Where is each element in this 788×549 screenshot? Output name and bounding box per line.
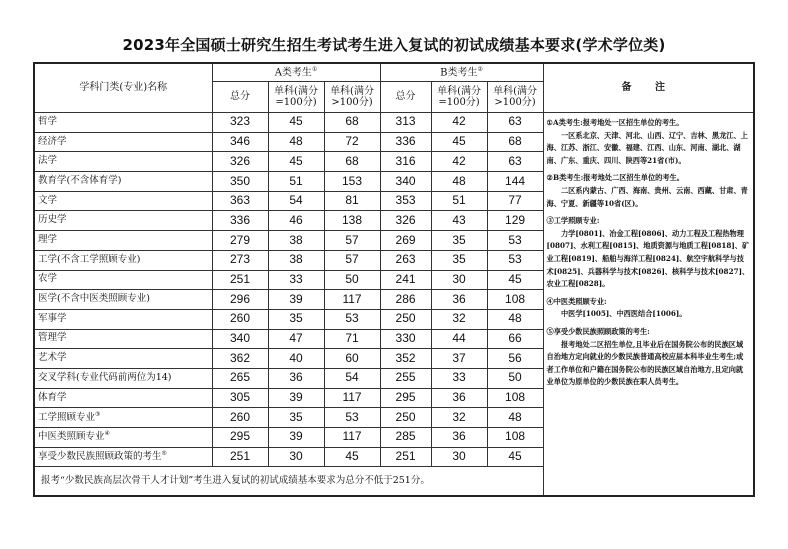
- note-body: 一区系北京、天津、河北、山西、辽宁、吉林、黑龙江、上海、江苏、浙江、安徽、福建、江西、山东、河南、湖北、湖南、广东、重庆、四川、陕西等21省(市)。: [546, 130, 748, 165]
- score-a-total: 251: [212, 447, 268, 467]
- subject-name-text: 医学(不含中医类照顾专业): [38, 293, 150, 305]
- score-a-s2: 50: [324, 270, 380, 290]
- header-group-b-mark: ②: [477, 65, 483, 73]
- score-b-s1: 45: [431, 132, 487, 152]
- score-a-s1: 30: [268, 447, 324, 467]
- score-a-total: 296: [212, 290, 268, 310]
- header-a-total: 总分: [212, 82, 268, 113]
- score-a-total: 260: [212, 408, 268, 428]
- header-a-single-gt100: [324, 82, 380, 113]
- score-b-s1: 48: [431, 172, 487, 192]
- score-a-s2: 72: [324, 132, 380, 152]
- header-a-single100-l2: =100分): [275, 97, 317, 108]
- score-b-s2: 63: [487, 113, 543, 133]
- score-a-total: 326: [212, 152, 268, 172]
- score-a-total: 340: [212, 329, 268, 349]
- score-b-s1: 35: [431, 231, 487, 251]
- header-a-gt100-l2: >100分): [331, 97, 373, 108]
- score-b-total: 313: [380, 113, 431, 133]
- subject-name: [34, 329, 212, 349]
- subject-name: [34, 388, 212, 408]
- note-body: 中医学[1005]、中西医结合[1006]。: [560, 309, 687, 319]
- score-a-s2: 71: [324, 329, 380, 349]
- score-b-s2: 53: [487, 231, 543, 251]
- header-remarks: 备 注: [543, 63, 754, 113]
- score-b-s1: 37: [431, 349, 487, 369]
- score-a-s1: 39: [268, 428, 324, 448]
- score-a-s2: 68: [324, 152, 380, 172]
- score-b-s2: 48: [487, 408, 543, 428]
- subject-name: [34, 408, 212, 428]
- score-a-s2: 68: [324, 113, 380, 133]
- subject-name: [34, 152, 212, 172]
- score-a-total: 273: [212, 250, 268, 270]
- score-b-s1: 32: [431, 408, 487, 428]
- score-b-s1: 44: [431, 329, 487, 349]
- subject-name-text: 历史学: [38, 214, 67, 226]
- header-group-b-label: B类考生: [440, 66, 478, 78]
- score-b-s2: 144: [487, 172, 543, 192]
- note-title: ④中医类照顾专业:: [546, 296, 607, 306]
- score-b-total: 326: [380, 211, 431, 231]
- header-b-gt100-l1: 单科(满分: [493, 85, 537, 97]
- score-a-total: 350: [212, 172, 268, 192]
- subject-name: [34, 172, 212, 192]
- score-b-s1: 36: [431, 388, 487, 408]
- score-a-total: 305: [212, 388, 268, 408]
- score-a-s2: 53: [324, 309, 380, 329]
- score-b-s1: 32: [431, 309, 487, 329]
- subject-note-mark: ⑤: [161, 449, 167, 457]
- score-b-total: 250: [380, 309, 431, 329]
- score-a-total: 346: [212, 132, 268, 152]
- subject-name-text: 军事学: [38, 312, 67, 324]
- remarks-notes: [543, 113, 754, 497]
- note-body: 报考地处二区招生单位,且毕业后在国务院公布的民族区域自治地方定向就业的少数民族普通高校应届本科毕业生考生;或者工作单位和户籍在国务院公布的民族区域自治地方,且定向就业单位为原单位的少数民族在职人员考生。: [546, 339, 744, 387]
- score-b-total: 285: [380, 428, 431, 448]
- score-a-s2: 117: [324, 428, 380, 448]
- score-a-s1: 38: [268, 231, 324, 251]
- score-a-total: 251: [212, 270, 268, 290]
- score-b-total: 330: [380, 329, 431, 349]
- score-b-s1: 36: [431, 290, 487, 310]
- score-b-s2: 108: [487, 428, 543, 448]
- note-body: 二区系内蒙古、广西、海南、贵州、云南、西藏、甘肃、青海、宁夏、新疆等10省(区)。: [546, 185, 748, 208]
- subject-note-mark: ④: [104, 430, 110, 438]
- score-b-s1: 42: [431, 113, 487, 133]
- score-b-total: 316: [380, 152, 431, 172]
- score-b-s1: 42: [431, 152, 487, 172]
- note-item: [547, 326, 751, 389]
- score-a-s1: 40: [268, 349, 324, 369]
- score-a-s1: 38: [268, 250, 324, 270]
- score-b-total: 255: [380, 368, 431, 388]
- subject-name-text: 教育学(不含体育学): [38, 174, 122, 186]
- subject-name: [34, 309, 212, 329]
- score-b-s2: 45: [487, 270, 543, 290]
- score-a-s2: 117: [324, 388, 380, 408]
- score-a-total: 336: [212, 211, 268, 231]
- score-b-total: 286: [380, 290, 431, 310]
- score-a-s1: 36: [268, 368, 324, 388]
- score-a-total: 362: [212, 349, 268, 369]
- score-b-total: 250: [380, 408, 431, 428]
- score-a-s1: 45: [268, 113, 324, 133]
- score-b-total: 269: [380, 231, 431, 251]
- score-a-total: 323: [212, 113, 268, 133]
- footer-note: 报考“少数民族高层次骨干人才计划”考生进入复试的初试成绩基本要求为总分不低于251分。: [34, 467, 543, 497]
- subject-name-text: 哲学: [38, 115, 58, 127]
- subject-name-text: 农学: [38, 273, 58, 285]
- score-a-s2: 138: [324, 211, 380, 231]
- subject-name: [34, 428, 212, 448]
- score-b-s2: 68: [487, 132, 543, 152]
- header-a-gt100-l1: 单科(满分: [330, 85, 374, 97]
- score-a-s2: 57: [324, 231, 380, 251]
- score-a-s1: 46: [268, 211, 324, 231]
- subject-name-text: 中医类照顾专业: [38, 431, 105, 443]
- score-b-s2: 45: [487, 447, 543, 467]
- score-b-s2: 108: [487, 290, 543, 310]
- subject-name-text: 文学: [38, 194, 58, 206]
- score-a-s1: 47: [268, 329, 324, 349]
- subject-name: [34, 270, 212, 290]
- note-title: ②B类考生:报考地处二区招生单位的考生。: [546, 173, 684, 183]
- subject-name-text: 交叉学科(专业代码前两位为14): [38, 371, 172, 383]
- score-b-total: 295: [380, 388, 431, 408]
- score-b-total: 251: [380, 447, 431, 467]
- score-a-s1: 33: [268, 270, 324, 290]
- header-b-gt100-l2: >100分): [494, 97, 536, 108]
- subject-note-mark: ③: [95, 410, 101, 418]
- score-b-s2: 63: [487, 152, 543, 172]
- header-subject: 学科门类(专业)名称: [34, 63, 212, 113]
- subject-name-text: 享受少数民族照顾政策的考生: [38, 451, 162, 463]
- note-body: 力学[0801]、冶金工程[0806]、动力工程及工程热物理[0807]、水利工程[0815]、地质资源与地质工程[0818]、矿业工程[0819]、船舶与海洋工程[0824]、航空宇航科学与技术[0825]、兵器科学与技术[0826]、核科学与技术[0827]、农业工程[0828]。: [546, 228, 750, 289]
- score-b-s2: 66: [487, 329, 543, 349]
- score-a-s2: 57: [324, 250, 380, 270]
- subject-name: [34, 191, 212, 211]
- score-b-s1: 30: [431, 270, 487, 290]
- score-a-s2: 153: [324, 172, 380, 192]
- score-a-total: 279: [212, 231, 268, 251]
- subject-name-text: 理学: [38, 234, 58, 245]
- subject-name: [34, 132, 212, 152]
- header-group-a: [212, 63, 380, 82]
- score-a-s1: 35: [268, 408, 324, 428]
- header-a-single100-l1: 单科(满分: [274, 85, 318, 97]
- score-a-s1: 48: [268, 132, 324, 152]
- score-b-total: 352: [380, 349, 431, 369]
- subject-name-text: 艺术学: [38, 352, 67, 364]
- score-a-total: 265: [212, 368, 268, 388]
- header-group-a-mark: ①: [311, 65, 318, 73]
- subject-name-text: 法学: [38, 155, 58, 167]
- subject-name-text: 工学(不含工学照顾专业): [38, 253, 141, 265]
- subject-name: [34, 250, 212, 270]
- score-a-s2: 45: [324, 447, 380, 467]
- header-row-group: [34, 63, 754, 82]
- score-b-s2: 48: [487, 309, 543, 329]
- subject-name: [34, 349, 212, 369]
- score-b-s1: 30: [431, 447, 487, 467]
- subject-name: [34, 113, 212, 133]
- score-b-total: 340: [380, 172, 431, 192]
- subject-name-text: 工学照顾专业: [38, 411, 96, 423]
- score-b-s2: 129: [487, 211, 543, 231]
- subject-name-text: 管理学: [38, 332, 67, 344]
- subject-name-text: 经济学: [38, 135, 67, 147]
- subject-name: [34, 211, 212, 231]
- score-a-s2: 81: [324, 191, 380, 211]
- score-a-s1: 51: [268, 172, 324, 192]
- header-b-single100-l2: =100分): [438, 97, 480, 108]
- page-title: 2023年全国硕士研究生招生考试考生进入复试的初试成绩基本要求(学术学位类): [122, 36, 666, 54]
- score-a-s2: 117: [324, 290, 380, 310]
- header-b-single100: [431, 82, 487, 113]
- score-b-s1: 35: [431, 250, 487, 270]
- header-b-single100-l1: 单科(满分: [437, 85, 481, 97]
- score-table: [33, 62, 755, 497]
- score-b-s2: 50: [487, 368, 543, 388]
- score-b-s2: 53: [487, 250, 543, 270]
- subject-name: [34, 231, 212, 251]
- header-group-a-label: A类考生: [274, 66, 312, 78]
- header-b-total: 总分: [380, 82, 431, 113]
- score-b-s1: 51: [431, 191, 487, 211]
- score-b-s2: 56: [487, 349, 543, 369]
- note-title: ⑤享受少数民族照顾政策的考生:: [546, 326, 650, 336]
- header-group-b: [380, 63, 543, 82]
- header-a-single100: [268, 82, 324, 113]
- subject-name: [34, 290, 212, 310]
- score-a-s1: 39: [268, 388, 324, 408]
- score-b-total: 336: [380, 132, 431, 152]
- score-b-total: 353: [380, 191, 431, 211]
- score-b-s2: 108: [487, 388, 543, 408]
- subject-name: [34, 368, 212, 388]
- score-b-s1: 36: [431, 428, 487, 448]
- score-a-s1: 45: [268, 152, 324, 172]
- score-b-total: 241: [380, 270, 431, 290]
- score-a-total: 363: [212, 191, 268, 211]
- note-title: ③工学照顾专业:: [546, 216, 600, 226]
- subject-name: [34, 447, 212, 467]
- score-b-s1: 33: [431, 368, 487, 388]
- score-a-s1: 54: [268, 191, 324, 211]
- score-b-total: 263: [380, 250, 431, 270]
- score-a-s2: 54: [324, 368, 380, 388]
- table-row: [34, 113, 754, 133]
- score-a-total: 295: [212, 428, 268, 448]
- note-title: ①A类考生:报考地处一区招生单位的考生。: [546, 118, 684, 127]
- score-a-s1: 35: [268, 309, 324, 329]
- score-b-s1: 43: [431, 211, 487, 231]
- header-b-single-gt100: [487, 82, 543, 113]
- score-a-s2: 53: [324, 408, 380, 428]
- score-a-s1: 39: [268, 290, 324, 310]
- subject-name-text: 体育学: [38, 391, 67, 403]
- note-item: [547, 296, 751, 321]
- score-a-s2: 60: [324, 349, 380, 369]
- note-item: [547, 117, 751, 167]
- score-a-total: 260: [212, 309, 268, 329]
- note-item: [547, 215, 751, 291]
- score-b-s2: 77: [487, 191, 543, 211]
- note-item: [547, 172, 751, 210]
